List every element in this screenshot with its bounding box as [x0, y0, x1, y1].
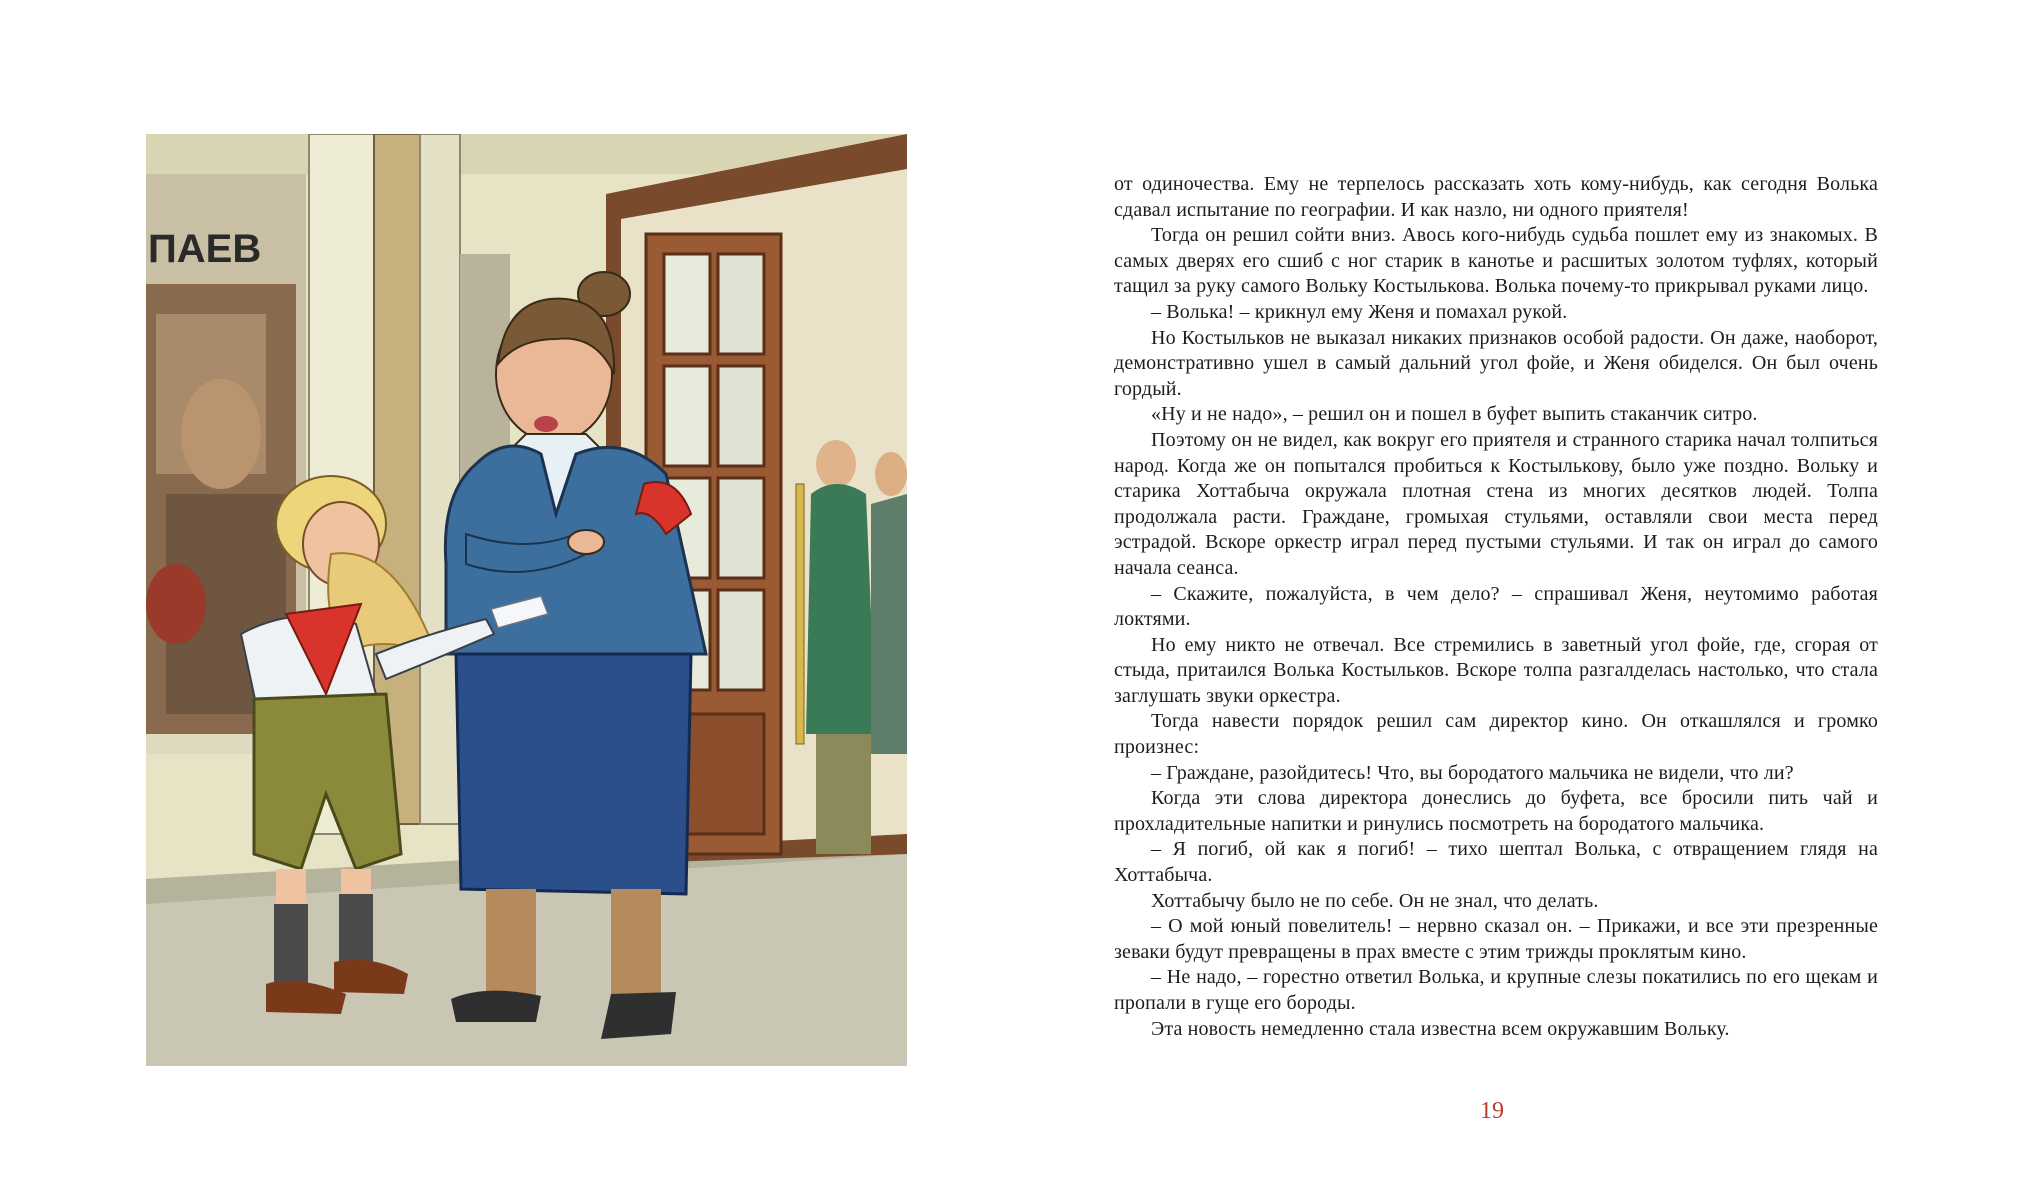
- poster-title: ПАЕВ: [148, 227, 262, 271]
- text-page: [1114, 172, 1878, 1042]
- paragraph: Хоттабычу было не по себе. Он не знал, что делать.: [1151, 889, 1599, 912]
- illustration: [146, 134, 907, 1066]
- illustration-image: [146, 134, 907, 1066]
- paragraph: – Я погиб, ой как я погиб! – тихо шептал Волька, с отвращением глядя на Хоттабыча.: [1114, 838, 1878, 887]
- paragraph: Эта новость немедленно стала известна всем окружавшим Вольку.: [1151, 1017, 1730, 1040]
- paragraph: Тогда навести порядок решил сам директор кино. Он откашлялся и громко произнес:: [1114, 710, 1878, 759]
- paragraph: – Не надо, – горестно ответил Волька, и крупные слезы покатились по его щекам и пропали в гуще его бороды.: [1114, 966, 1878, 1014]
- paragraph: – Скажите, пожалуйста, в чем дело? – спрашивал Женя, неутомимо работая локтями.: [1114, 582, 1878, 631]
- paragraph: Но Костыльков не выказал никаких признаков особой радости. Он даже, наоборот, демонстративно ушел в самый дальний угол фойе, и Женя обиделся. Он был очень гордый.: [1114, 326, 1878, 400]
- page-number: 19: [1480, 1098, 1504, 1124]
- paragraph: Когда эти слова директора донеслись до буфета, все бросили пить чай и прохладительные напитки и ринулись посмотреть на бородатого мальчика.: [1114, 787, 1878, 835]
- paragraph: Но ему никто не отвечал. Все стремились в заветный угол фойе, где, сгорая от стыда, притаился Волька Костыльков. Вскоре толпа разгалделась настолько, что стала заглушать звуки оркестра.: [1114, 633, 1878, 707]
- paragraph: – О мой юный повелитель! – нервно сказал он. – Прикажи, и все эти презренные зеваки будут превращены в прах вместе с этим трижды проклятым кино.: [1114, 915, 1878, 963]
- paragraph: от одиночества. Ему не терпелось рассказать хоть кому-нибудь, как сегодня Волька сдавал испытание по географии. И как назло, ни одного приятеля!: [1114, 173, 1878, 221]
- paragraph: – Граждане, разойдитесь! Что, вы бородатого мальчика не видели, что ли?: [1151, 761, 1794, 784]
- paragraph: Тогда он решил сойти вниз. Авось кого-нибудь судьба пошлет ему из знакомых. В самых дверях его сшиб с ног старик в канотье и расшитых золотом туфлях, который тащил за руку самого Вольку Костылькова. Волька почему-то прикрывал руками лицо.: [1114, 224, 1878, 298]
- pillar-right: [420, 134, 460, 824]
- paragraph: – Волька! – крикнул ему Женя и помахал рукой.: [1151, 300, 1568, 323]
- paragraph: Поэтому он не видел, как вокруг его приятеля и странного старика начал толпиться народ. Когда же он попытался пробиться к Костылькову, было уже поздно. Вольку и старика Хоттабыча окружала плотная стена из многих десятков людей. Толпа продолжала расти. Граждане, громыхая стульями, оставляли свои места перед эстрадой. Вскоре оркестр играл перед пустыми стульями. И так он играл до самого начала сеанса.: [1114, 428, 1878, 579]
- paragraph: «Ну и не надо», – решил он и пошел в буфет выпить стаканчик ситро.: [1151, 403, 1758, 426]
